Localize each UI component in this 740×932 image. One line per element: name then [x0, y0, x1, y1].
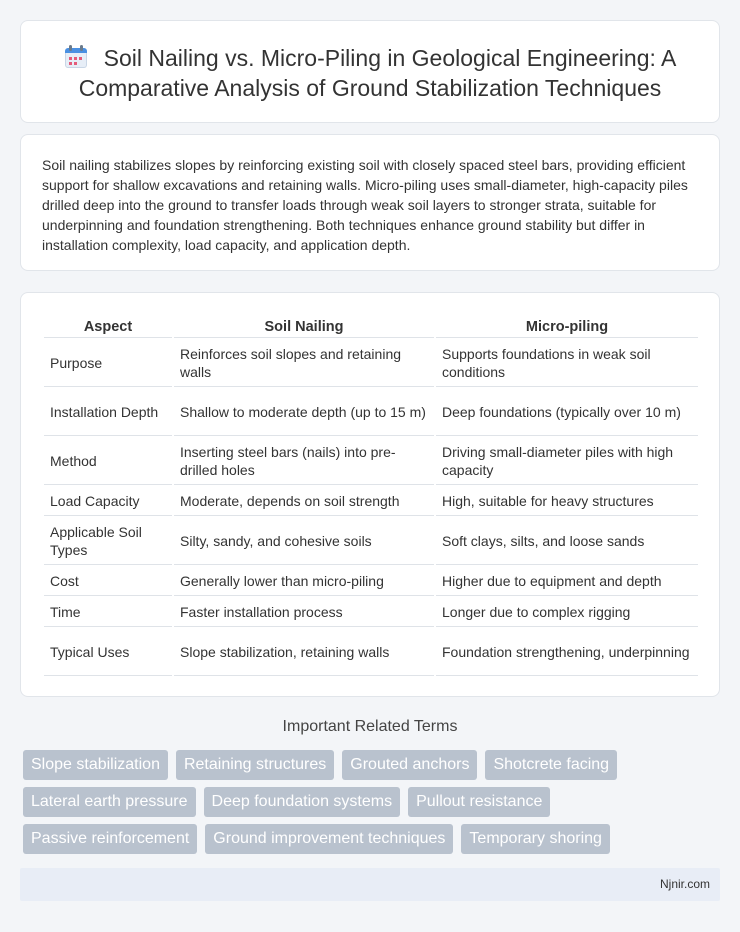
page-title-container	[51, 43, 689, 103]
related-terms-tags	[23, 750, 623, 861]
header-soil-nailing: Soil Nailing	[174, 316, 434, 338]
intro-card	[20, 134, 720, 271]
footer	[20, 868, 720, 901]
table-row	[44, 629, 698, 676]
intro-paragraph: Soil nailing stabilizes slopes by reinforcing existing soil with closely spaced steel bars, providing efficient support for shallow excavations and retaining walls. Micro-piling uses small-diameter, high-capacity piles drilled deep into the ground to transfer loads through weak soil layers to stronger strata, suitable for underpinning and foundation strengthening. Both techniques enhance ground stability but differ in installation complexity, load capacity, and application depth.	[42, 157, 688, 253]
comparison-card	[20, 292, 720, 697]
header-aspect: Aspect	[44, 316, 172, 338]
tag-row	[23, 787, 623, 817]
cell-soil-nailing: Silty, sandy, and cohesive soils	[174, 518, 434, 565]
footer-site-link[interactable]: Njnir.com	[659, 877, 710, 891]
cell-micro-piling: Higher due to equipment and depth	[436, 567, 698, 596]
tag-slope-stabilization[interactable]: Slope stabilization	[23, 750, 168, 780]
title-card	[20, 20, 720, 123]
cell-micro-piling: Foundation strengthening, underpinning	[436, 629, 698, 676]
tag-ground-improvement-techniques[interactable]: Ground improvement techniques	[205, 824, 453, 854]
cell-soil-nailing: Reinforces soil slopes and retaining walls	[174, 340, 434, 387]
cell-micro-piling: Soft clays, silts, and loose sands	[436, 518, 698, 565]
table-row	[44, 487, 698, 516]
cell-aspect: Time	[44, 598, 172, 627]
table-header-row	[44, 316, 698, 338]
cell-soil-nailing: Inserting steel bars (nails) into pre-drilled holes	[174, 438, 434, 485]
cell-aspect: Method	[44, 438, 172, 485]
tag-temporary-shoring[interactable]: Temporary shoring	[461, 824, 610, 854]
table-row	[44, 340, 698, 387]
cell-aspect: Purpose	[44, 340, 172, 387]
tag-shotcrete-facing[interactable]: Shotcrete facing	[485, 750, 617, 780]
cell-micro-piling: Longer due to complex rigging	[436, 598, 698, 627]
tag-deep-foundation-systems[interactable]: Deep foundation systems	[204, 787, 401, 817]
header-micro-piling: Micro-piling	[436, 316, 698, 338]
table-row	[44, 567, 698, 596]
cell-soil-nailing: Faster installation process	[174, 598, 434, 627]
tag-pullout-resistance[interactable]: Pullout resistance	[408, 787, 550, 817]
tag-retaining-structures[interactable]: Retaining structures	[176, 750, 334, 780]
cell-soil-nailing: Generally lower than micro-piling	[174, 567, 434, 596]
cell-aspect: Applicable Soil Types	[44, 518, 172, 565]
tag-grouted-anchors[interactable]: Grouted anchors	[342, 750, 477, 780]
tag-row	[23, 824, 623, 854]
tag-row	[23, 750, 623, 780]
tag-lateral-earth-pressure[interactable]: Lateral earth pressure	[23, 787, 196, 817]
cell-micro-piling: Supports foundations in weak soil conditions	[436, 340, 698, 387]
cell-micro-piling: High, suitable for heavy structures	[436, 487, 698, 516]
cell-soil-nailing: Slope stabilization, retaining walls	[174, 629, 434, 676]
cell-soil-nailing: Shallow to moderate depth (up to 15 m)	[174, 389, 434, 436]
table-row	[44, 518, 698, 565]
cell-soil-nailing: Moderate, depends on soil strength	[174, 487, 434, 516]
cell-micro-piling: Deep foundations (typically over 10 m)	[436, 389, 698, 436]
calendar-icon	[64, 45, 88, 69]
related-terms-heading: Important Related Terms	[282, 718, 458, 735]
tag-passive-reinforcement[interactable]: Passive reinforcement	[23, 824, 197, 854]
table-row	[44, 438, 698, 485]
table-row	[44, 389, 698, 436]
cell-aspect: Installation Depth	[44, 389, 172, 436]
page-title: Soil Nailing vs. Micro-Piling in Geological Engineering: A Comparative Analysis of Ground Stabilization Techniques	[78, 45, 677, 101]
table-row	[44, 598, 698, 627]
cell-aspect: Load Capacity	[44, 487, 172, 516]
cell-aspect: Cost	[44, 567, 172, 596]
cell-micro-piling: Driving small-diameter piles with high capacity	[436, 438, 698, 485]
cell-aspect: Typical Uses	[44, 629, 172, 676]
comparison-table	[42, 314, 700, 678]
